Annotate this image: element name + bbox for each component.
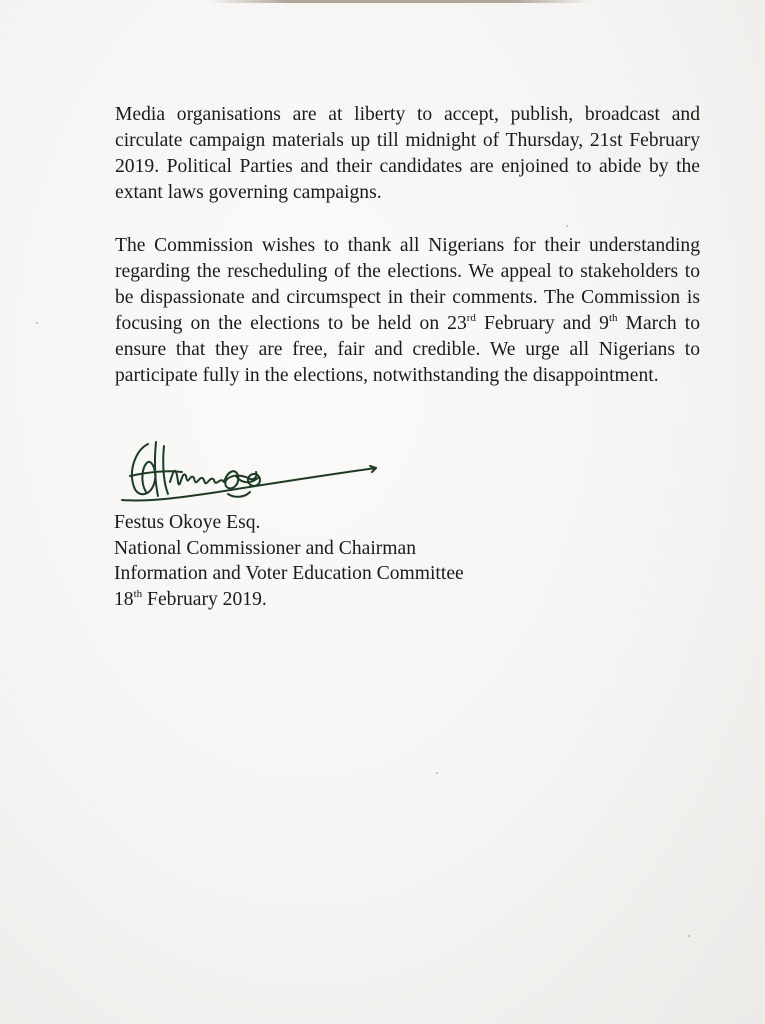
ordinal-suffix: th: [608, 312, 618, 324]
signatory-committee: Information and Voter Education Committee: [114, 563, 464, 584]
paper-speck: [688, 935, 690, 937]
ordinal-suffix: th: [133, 587, 143, 600]
letter-date: [114, 587, 464, 613]
paper-speck: [436, 772, 438, 774]
paragraph-text: February and 9: [475, 313, 609, 334]
signatory-name: Festus Okoye Esq.: [114, 512, 261, 533]
ordinal-suffix: rd: [466, 312, 476, 324]
paragraph-text: March to ensure that they are free, fair and credible. We urge all Nigerians to participate fully in the elections, notwithstanding the disappointment.: [115, 313, 700, 386]
signatory-block: [114, 510, 464, 612]
paper-speck: [566, 225, 568, 227]
handwritten-signature: [118, 432, 383, 512]
date-day: 18: [114, 588, 134, 610]
paragraph-text: The Commission wishes to thank all Nigerians for their understanding regarding the rescheduling of the elections. We appeal to stakeholders to be dispassionate and circumspect in their comments. The Commission is focusing on the elections to be held on 23: [115, 235, 700, 334]
paragraph-campaign-materials: Media organisations are at liberty to accept, publish, broadcast and circulate campaign materials up till midnight of Thursday, 21st February 2019. Political Parties and their candidates are enjoined to abide by the extant laws governing campaigns.: [115, 104, 700, 203]
date-rest: February 2019.: [142, 588, 267, 610]
paper-speck: [36, 322, 38, 324]
paragraph-commission-thanks: [115, 233, 700, 389]
signatory-title: National Commissioner and Chairman: [114, 537, 417, 559]
paper-top-edge: [210, 0, 590, 3]
